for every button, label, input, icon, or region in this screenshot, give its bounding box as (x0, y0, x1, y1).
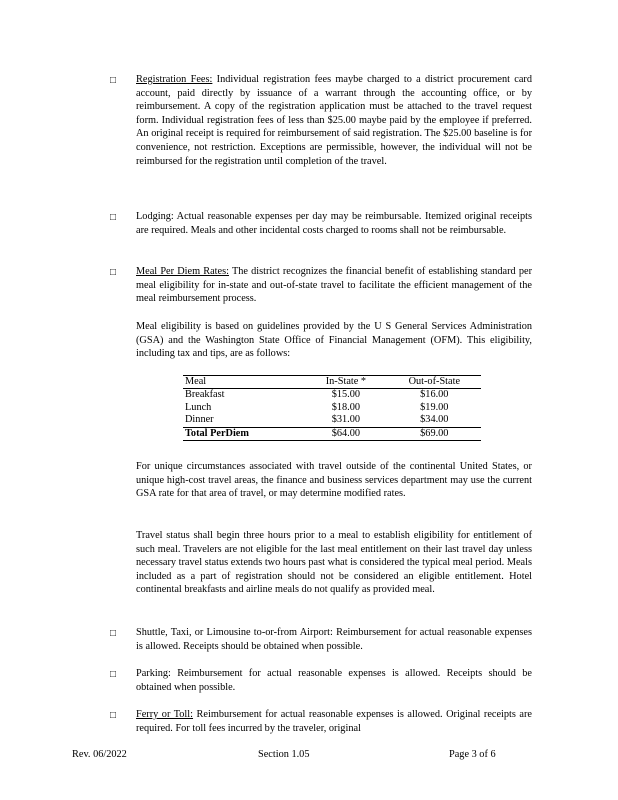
table-cell: $18.00 (331, 401, 361, 413)
parking-text: Reimbursement for actual reasonable expenses is allowed. Receipts should be obtained when possible. (136, 668, 532, 693)
table-cell: Lunch (185, 401, 212, 413)
parking-paragraph (136, 667, 532, 694)
lodging-text: Actual reasonable expenses per day may be reimbursable. Itemized original receipts are required. Meals and other incidental costs charged to rooms shall not be reimbursable. (136, 211, 532, 236)
bullet-parking: □ (109, 669, 117, 680)
lodging-title: Lodging: (136, 211, 174, 222)
meal-rates-table (183, 375, 481, 441)
table-header-in-state: In-State * (304, 376, 387, 389)
ferry-text: Reimbursement for actual reasonable expenses is allowed. Original receipts are required. For toll fees incurred by the traveler, original (136, 709, 532, 734)
table-cell: Breakfast (185, 389, 225, 401)
bullet-lodging: □ (109, 212, 117, 223)
table-cell: Dinner (185, 414, 214, 426)
table-total-row (183, 427, 481, 440)
registration-title: Registration Fees: (136, 74, 213, 85)
table-cell: $19.00 (420, 401, 449, 413)
meal-status-paragraph: Travel status shall begin three hours prior to a meal to establish eligibility for entitlement of such meal. Travelers are not eligible for the last meal entitlement on their last travel day unless necessary travel status extends two hours past what is considered the typical meal period. Meals included as a part of registration should not be considered an eligible entitlement. Hotel continental breakfasts and airline meals do not qualify as provided meal. (136, 530, 532, 596)
ferry-title: Ferry or Toll: (136, 709, 194, 720)
ferry-paragraph (136, 708, 532, 735)
table-total-out-of-state: $69.00 (388, 427, 481, 440)
bullet-meal: □ (109, 267, 117, 278)
meal-title: Meal Per Diem Rates: (136, 266, 229, 277)
parking-title: Parking: (136, 668, 171, 679)
bullet-registration: □ (109, 75, 117, 86)
registration-paragraph (136, 73, 532, 168)
footer-revision: Rev. 06/2022 (72, 749, 127, 760)
table-cell: $16.00 (420, 389, 449, 401)
shuttle-paragraph (136, 626, 532, 653)
registration-text: Individual registration fees maybe charged to a district procurement card account, paid directly by issuance of a warrant through the accounting office, or by reimbursement. A copy of the registration application must be attached to the travel request form. Individual registration fees of less than $25.00 maybe paid by the employee if preferred. An original receipt is required for reimbursement of said registration. The $25.00 baseline is for convenience, not restriction. Exceptions are permissible, however, the individual will not be reimbursed for the registration until completion of the travel. (136, 74, 532, 167)
footer-section: Section 1.05 (258, 749, 310, 760)
footer-page-number: Page 3 of 6 (449, 749, 496, 760)
table-total-label: Total PerDiem (183, 427, 304, 440)
bullet-ferry: □ (109, 710, 117, 721)
lodging-paragraph (136, 210, 532, 237)
table-row (183, 389, 481, 402)
shuttle-text: Reimbursement for actual reasonable expenses is allowed. Receipts should be obtained when possible. (136, 627, 532, 652)
meal-paragraph (136, 265, 532, 306)
shuttle-title: Shuttle, Taxi, or Limousine to-or-from Airport: (136, 627, 333, 638)
table-header-out-of-state: Out-of-State (388, 376, 481, 389)
bullet-shuttle: □ (109, 628, 117, 639)
table-header-meal: Meal (183, 376, 304, 389)
table-row (183, 402, 481, 414)
table-cell: $31.00 (331, 414, 361, 426)
table-cell: $15.00 (331, 389, 361, 401)
meal-eligibility-paragraph: Meal eligibility is based on guidelines provided by the U S General Services Administration (GSA) and the Washington State Office of Financial Management (OFM). This eligibility, including tax and tips, are as follows: (136, 321, 532, 360)
table-row (183, 414, 481, 427)
table-cell: $34.00 (420, 414, 449, 426)
meal-unique-paragraph: For unique circumstances associated with travel outside of the continental United States, or unique high-cost travel areas, the finance and business services department may use the current GSA rate for that area of travel, or may determine modified rates. (136, 461, 532, 500)
meal-text: The district recognizes the financial benefit of establishing standard per meal eligibility for in-state and out-of-state travel to facilitate the efficient management of the meal reimbursement process. (136, 266, 532, 305)
table-header-row (183, 376, 481, 389)
table-total-in-state: $64.00 (304, 427, 387, 440)
